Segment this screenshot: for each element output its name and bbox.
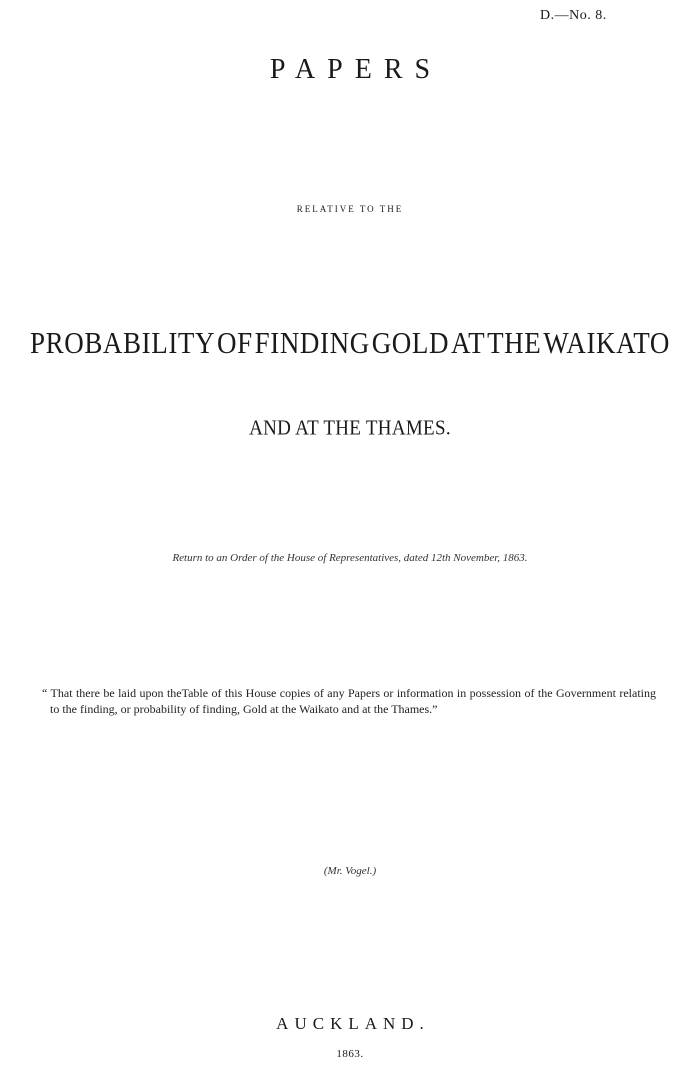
headline-word: PROBABILITY (30, 326, 216, 360)
quote-text: “ That there be laid upon theTable of this House copies of any Papers or information in possession of the Government relating to the finding, or probability of finding, Gold at the Waikato and at the Thames.” (42, 686, 656, 716)
headline-word: WAIKATO (543, 326, 670, 360)
headline-word: OF (217, 326, 253, 360)
headline-word: AT (450, 326, 486, 360)
imprint-city: AUCKLAND. (276, 1014, 430, 1033)
imprint-year: 1863. (336, 1048, 364, 1060)
resolution-quote (42, 685, 656, 717)
headline-word: THE (487, 326, 542, 360)
document-reference: D.—No. 8. (540, 8, 607, 23)
relative-to-label: RELATIVE TO THE (296, 204, 404, 214)
headline-word: FINDING (254, 326, 370, 360)
papers-heading: PAPERS (269, 54, 443, 85)
mover-attribution: (Mr. Vogel.) (323, 865, 377, 877)
headline-word: GOLD (371, 326, 450, 360)
main-headline (30, 326, 670, 361)
subheadline: AND AT THE THAMES. (249, 416, 451, 440)
return-order-note: Return to an Order of the House of Representatives, dated 12th November, 1863. (172, 552, 528, 564)
